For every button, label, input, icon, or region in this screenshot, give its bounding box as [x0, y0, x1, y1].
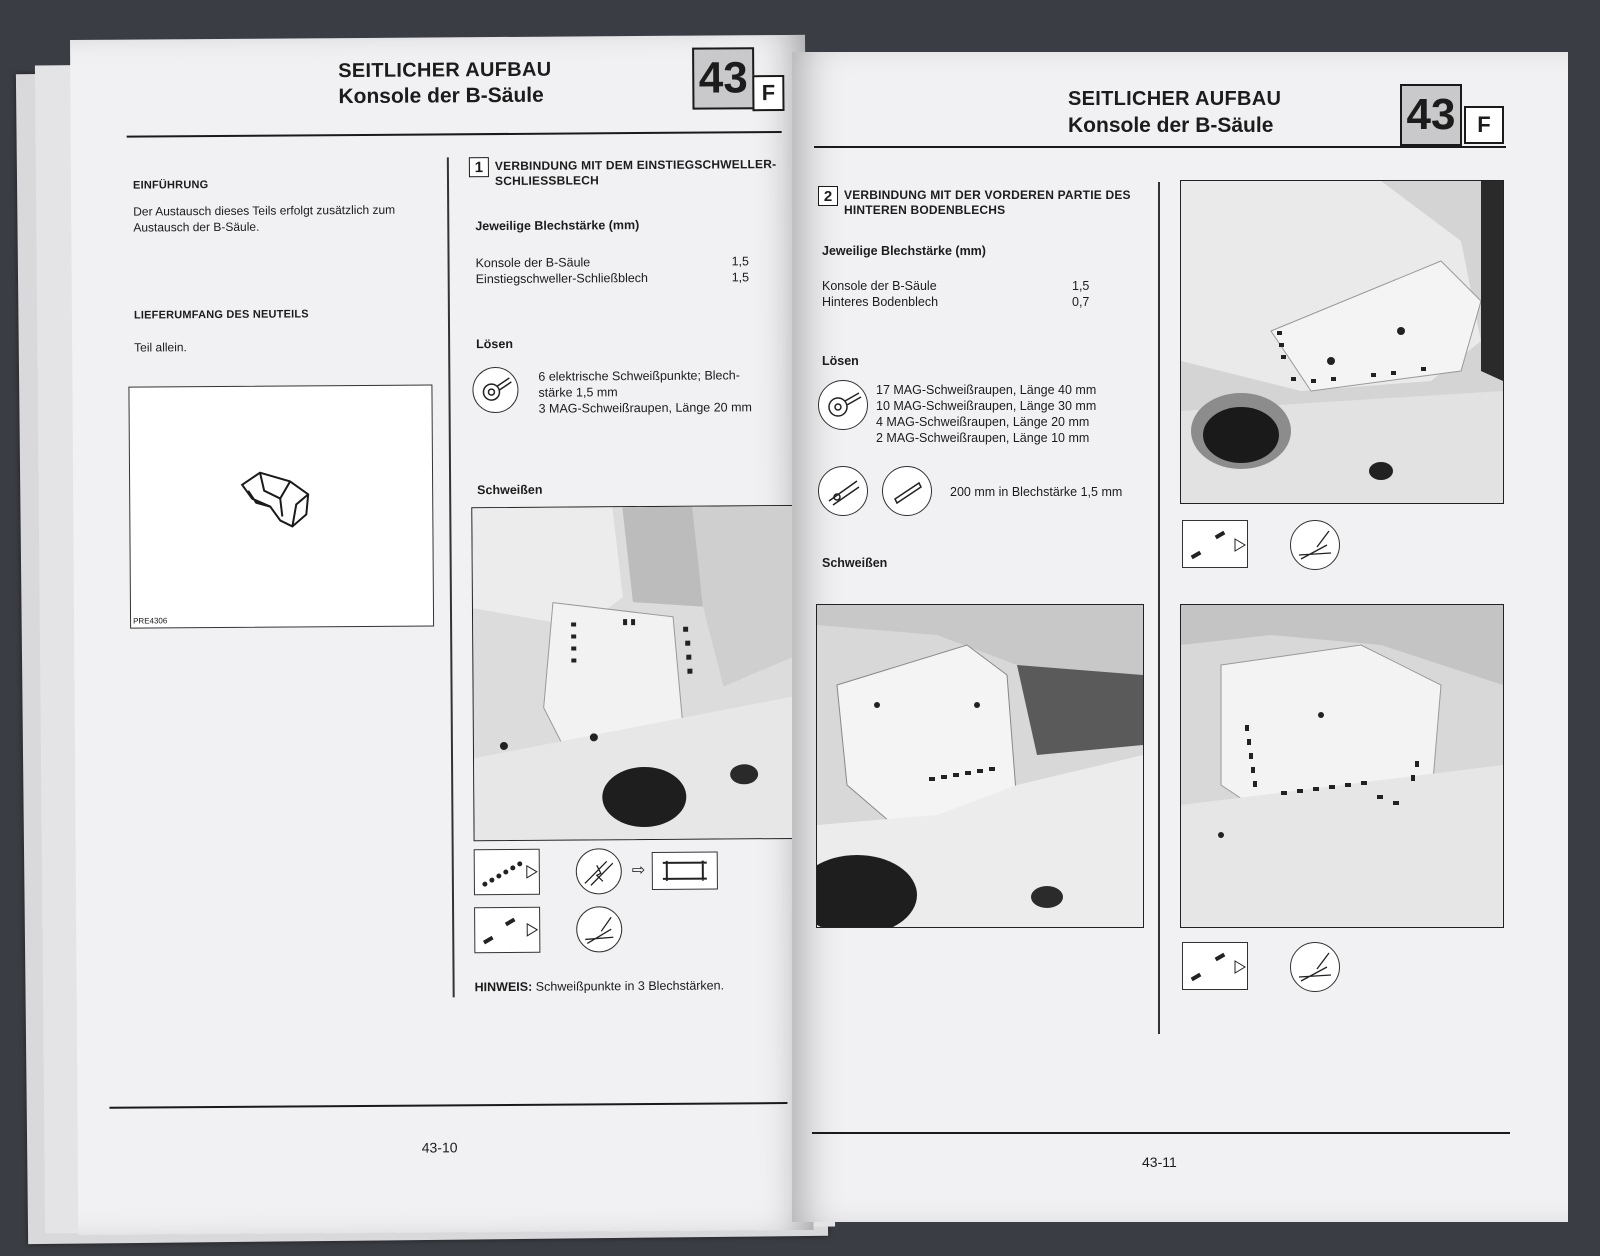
left-page-subtitle: Konsole der B-Säule: [338, 83, 544, 109]
scope-heading: LIEFERUMFANG DES NEUTEILS: [133, 308, 309, 322]
spot-weld-diagram-icon: [474, 849, 540, 895]
section-1-part-2-name: Einstiegschweller-Schließblech: [475, 270, 649, 287]
header-rule: [814, 146, 1506, 148]
section-2-part-2-value: 0,7: [1072, 295, 1090, 309]
column-divider: [447, 157, 454, 997]
arrow-right-icon: ⇨: [631, 862, 646, 880]
section-1-thickness-heading: Jeweilige Blechstärke (mm): [475, 218, 640, 234]
cutter-icon: [882, 466, 932, 516]
section-1-title-2: SCHLIESSBLECH: [494, 173, 599, 189]
section-2-title-2: HINTEREN BODENBLECHS: [844, 203, 1006, 217]
right-page-title: SEITLICHER AUFBAU: [1068, 88, 1282, 110]
left-page: [70, 35, 813, 1235]
mag-bead-diagram-icon: [1182, 520, 1248, 568]
section-2-cut-text: 200 mm in Blechstärke 1,5 mm: [950, 485, 1123, 499]
header-rule: [127, 131, 782, 138]
section-1-part-2-value: 1,5: [731, 270, 750, 285]
section-1-loosen-heading: Lösen: [476, 336, 513, 352]
section-1-loosen-line-1: 6 elektrische Schweißpunkte; Blech-: [538, 368, 740, 384]
figure-ref: PRE4306: [133, 616, 168, 626]
right-page-subtitle: Konsole der B-Säule: [1068, 114, 1274, 137]
left-page-title: SEITLICHER AUFBAU: [338, 58, 552, 83]
section-2-loosen-line-2: 10 MAG-Schweißraupen, Länge 30 mm: [876, 399, 1097, 413]
mag-weld-tool-icon: [1290, 520, 1340, 570]
drill-icon: [472, 367, 518, 413]
section-1-weld-heading: Schweißen: [477, 482, 543, 498]
section-2-thickness-heading: Jeweilige Blechstärke (mm): [822, 244, 986, 258]
note-text: Schweißpunkte in 3 Blechstärken.: [535, 978, 725, 994]
section-2-loosen-line-4: 2 MAG-Schweißraupen, Länge 10 mm: [876, 431, 1090, 445]
part-illustration: [128, 384, 434, 628]
chapter-badge: 43: [692, 47, 754, 109]
chapter-letter-badge: F: [1464, 106, 1504, 144]
section-2-weld-photo-left: [816, 604, 1144, 928]
section-1-title-1: VERBINDUNG MIT DEM EINSTIEGSCHWELLER-: [494, 157, 777, 174]
section-2-number: 2: [818, 186, 838, 206]
intro-text-2: Austausch der B-Säule.: [133, 219, 260, 235]
section-1-loosen-line-3: 3 MAG-Schweißraupen, Länge 20 mm: [538, 400, 752, 416]
section-2-removal-photo: [1180, 180, 1504, 504]
right-page-number: 43-11: [1142, 1154, 1177, 1170]
chapter-badge: 43: [1400, 84, 1462, 146]
spot-weld-tool-icon: [576, 848, 622, 894]
drill-icon: [818, 380, 868, 430]
section-1-weld-photo: [471, 505, 797, 841]
mag-bead-diagram-icon: [1182, 942, 1248, 990]
section-2-weld-photo-right: [1180, 604, 1504, 928]
section-2-loosen-line-1: 17 MAG-Schweißraupen, Länge 40 mm: [876, 383, 1097, 397]
section-2-part-2-name: Hinteres Bodenblech: [822, 295, 939, 309]
mag-weld-tool-icon: [1290, 942, 1340, 992]
section-2-loosen-heading: Lösen: [822, 354, 859, 368]
section-1-part-1-value: 1,5: [731, 254, 750, 269]
grinder-icon: [818, 466, 868, 516]
column-divider: [1158, 182, 1160, 1034]
right-page: [792, 52, 1568, 1222]
section-2-title-1: VERBINDUNG MIT DER VORDEREN PARTIE DES: [844, 188, 1131, 202]
footer-rule: [109, 1102, 787, 1109]
section-2-loosen-line-3: 4 MAG-Schweißraupen, Länge 20 mm: [876, 415, 1090, 429]
left-page-number: 43-10: [421, 1139, 458, 1156]
footer-rule: [812, 1132, 1510, 1134]
intro-heading: EINFÜHRUNG: [132, 179, 209, 192]
spot-weld-result-icon: [652, 851, 718, 889]
mag-bead-diagram-icon: [474, 907, 540, 953]
section-1-part-1-name: Konsole der B-Säule: [475, 255, 591, 271]
section-1-number: 1: [469, 157, 489, 177]
section-2-part-1-value: 1,5: [1072, 279, 1090, 293]
part-drawing: [129, 385, 433, 627]
section-2-weld-heading: Schweißen: [822, 556, 888, 570]
section-1-loosen-line-2: stärke 1,5 mm: [538, 385, 618, 400]
chapter-letter-badge: F: [752, 75, 784, 111]
section-1-note: [475, 977, 725, 995]
intro-text-1: Der Austausch dieses Teils erfolgt zusätzlich zum: [133, 202, 396, 219]
note-label: HINWEIS:: [474, 979, 533, 995]
scope-text: Teil allein.: [134, 340, 187, 355]
section-2-part-1-name: Konsole der B-Säule: [822, 279, 937, 293]
mag-weld-tool-icon: [576, 906, 622, 952]
